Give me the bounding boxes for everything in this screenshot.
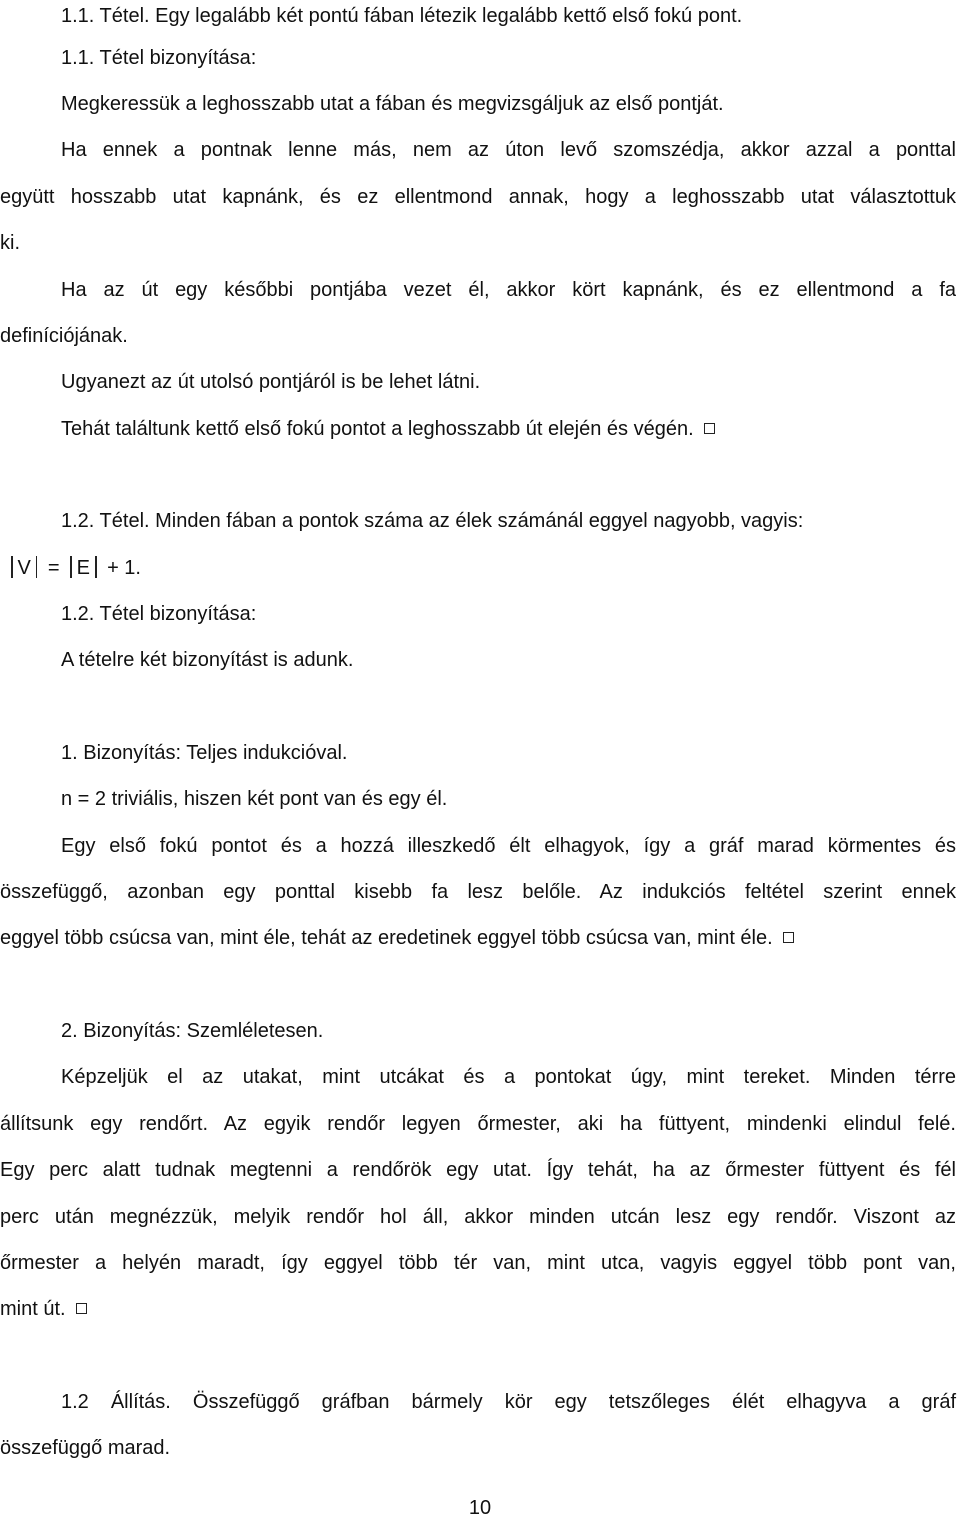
theorem-1-2-intro: A tételre két bizonyítást is adunk. <box>61 649 354 671</box>
proof-2-line-4: perc után megnézzük, melyik rendőr hol áll, akkor minden utcán lesz egy rendőr. Viszont az <box>0 1206 956 1228</box>
proof-2-line-5: őrmester a helyén maradt, így eggyel több tér van, mint utca, vagyis eggyel több pont van, <box>0 1252 956 1274</box>
page-number: 10 <box>468 1497 492 1519</box>
proof-1-line-3-text: eggyel több csúcsa van, mint éle, tehát az eredetinek eggyel több csúcsa van, mint éle. <box>0 927 773 949</box>
formula-e: E <box>76 557 90 579</box>
proof-2-line-3: Egy perc alatt tudnak megtenni a rendőrök egy utat. Így tehát, ha az őrmester füttyent és fél <box>0 1159 956 1181</box>
proof-1-1-paragraph-2-line-1: Ha ennek a pontnak lenne más, nem az úton levő szomszédja, akkor azzal a ponttal <box>61 139 956 161</box>
proof-2-line-6-text: mint út. <box>0 1298 66 1320</box>
qed-square-icon <box>704 423 715 434</box>
proof-2-line-6 <box>0 1293 87 1325</box>
qed-square-icon <box>783 932 794 943</box>
proof-1-line-1: Egy első fokú pontot és a hozzá illeszkedő élt elhagyok, így a gráf marad körmentes és <box>61 835 956 857</box>
proof-1-1-paragraph-4: Ugyanezt az út utolsó pontjáról is be lehet látni. <box>61 371 481 393</box>
qed-square-icon <box>76 1303 87 1314</box>
theorem-1-2-proof-title: 1.2. Tétel bizonyítása: <box>61 603 257 625</box>
formula-v: V <box>17 557 31 579</box>
claim-1-2-line-2: összefüggő marad. <box>0 1437 171 1459</box>
abs-bar-right <box>95 556 97 578</box>
abs-bar-right <box>36 556 38 578</box>
theorem-1-1-statement: 1.1. Tétel. Egy legalább két pontú fában létezik legalább kettő első fokú pont. <box>61 5 743 27</box>
proof-2-title: 2. Bizonyítás: Szemléletesen. <box>61 1020 324 1042</box>
proof-2-line-2: állítsunk egy rendőrt. Az egyik rendőr legyen őrmester, aki ha füttyent, mindenki elindul felé. <box>0 1113 956 1135</box>
abs-bar-left <box>70 556 72 578</box>
proof-1-1-paragraph-3-line-1: Ha az út egy későbbi pontjába vezet él, akkor kört kapnánk, és ez ellentmond a fa <box>61 279 956 301</box>
theorem-1-2-statement: 1.2. Tétel. Minden fában a pontok száma az élek számánál eggyel nagyobb, vagyis: <box>61 510 804 532</box>
abs-bar-left <box>11 556 13 578</box>
proof-1-base-case: n = 2 triviális, hiszen két pont van és egy él. <box>61 788 448 810</box>
formula-equals: = <box>47 557 60 579</box>
proof-1-1-paragraph-2-line-2: együtt hosszabb utat kapnánk, és ez ellentmond annak, hogy a leghosszabb utat választottuk <box>0 186 956 208</box>
proof-1-1-conclusion <box>61 413 715 445</box>
proof-1-line-3 <box>0 922 794 954</box>
proof-1-1-paragraph-3-line-2: definíciójának. <box>0 325 128 347</box>
claim-1-2-line-1: 1.2 Állítás. Összefüggő gráfban bármely kör egy tetszőleges élét elhagyva a gráf <box>61 1391 956 1413</box>
proof-1-1-paragraph-2-line-3: ki. <box>0 232 20 254</box>
proof-1-title: 1. Bizonyítás: Teljes indukcióval. <box>61 742 348 764</box>
proof-1-line-2: összefüggő, azonban egy ponttal kisebb fa lesz belőle. Az indukciós feltétel szerint ennek <box>0 881 956 903</box>
theorem-1-2-formula <box>6 552 141 584</box>
proof-2-line-1: Képzeljük el az utakat, mint utcákat és a pontokat úgy, mint tereket. Minden térre <box>61 1066 956 1088</box>
formula-tail: + 1. <box>107 557 141 579</box>
proof-1-1-paragraph-1: Megkeressük a leghosszabb utat a fában és megvizsgáljuk az első pontját. <box>61 93 724 115</box>
proof-1-1-conclusion-text: Tehát találtunk kettő első fokú pontot a leghosszabb út elején és végén. <box>61 418 694 440</box>
theorem-1-1-proof-title: 1.1. Tétel bizonyítása: <box>61 47 257 69</box>
